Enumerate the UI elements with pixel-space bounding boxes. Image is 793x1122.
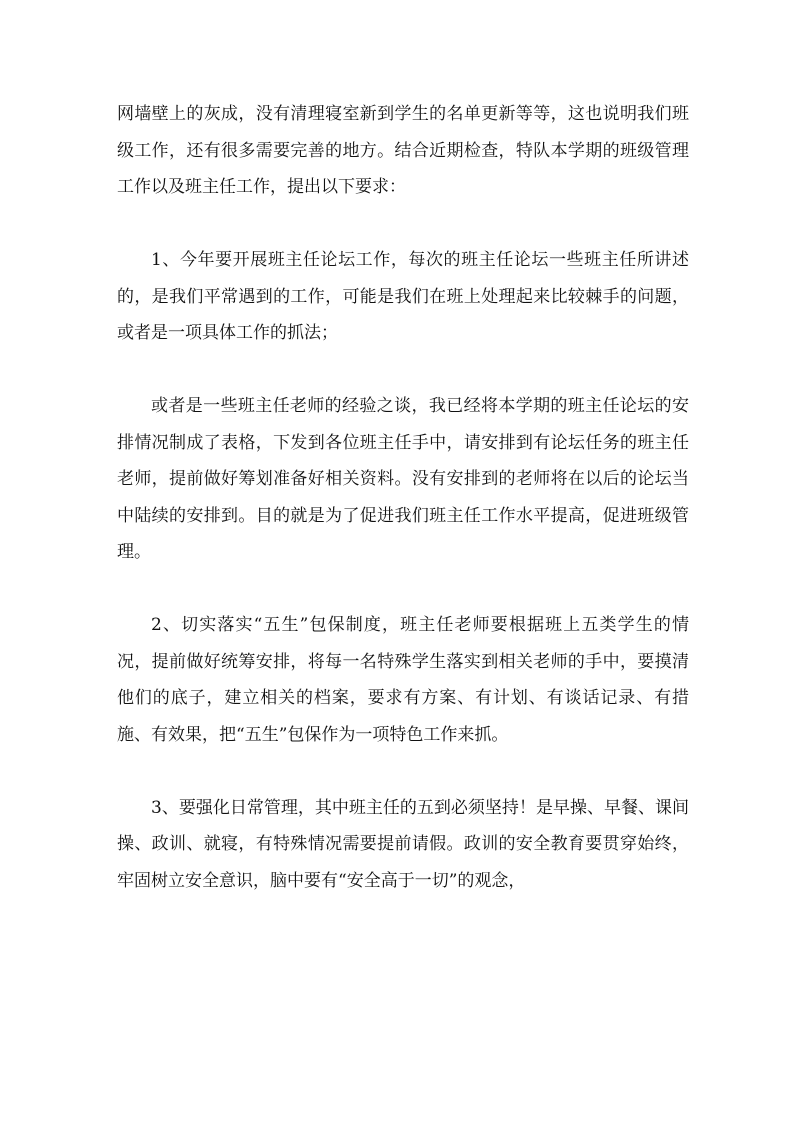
paragraph-item-3: 3、要强化日常管理，其中班主任的五到必须坚持！是早操、早餐、课间操、政训、就寝，有特殊情况需要提前请假。政训的安全教育要贯穿始终，牢固树立安全意识，脑中要有“安全高于一切”的观念， [117,797,689,891]
paragraph-item-2: 2、切实落实“五生”包保制度，班主任老师要根据班上五类学生的情况，提前做好统筹安排，将每一名特殊学生落实到相关老师的手中，要摸清他们的底子，建立相关的档案，要求有方案、有计划、有谈话记录、有措施、有效果，把“五生”包保作为一项特色工作来抓。 [117,615,689,745]
paragraph-item-1-continued: 或者是一些班主任老师的经验之谈，我已经将本学期的班主任论坛的安排情况制成了表格，下发到各位班主任手中，请安排到有论坛任务的班主任老师，提前做好筹划准备好相关资料。没有安排到的老师将在以后的论坛当中陆续的安排到。目的就是为了促进我们班主任工作水平提高，促进班级管理。 [117,396,689,562]
document-body [117,96,689,899]
paragraph-intro: 网墙壁上的灰成，没有清理寝室新到学生的名单更新等等，这也说明我们班级工作，还有很多需要完善的地方。结合近期检查，特队本学期的班级管理工作以及班主任工作，提出以下要求： [117,104,689,197]
paragraph-gap [117,206,689,243]
paragraph-item-1: 1、今年要开展班主任论坛工作，每次的班主任论坛一些班主任所讲述的，是我们平常遇到的工作，可能是我们在班上处理起来比较棘手的问题，或者是一项具体工作的抓法； [117,250,689,343]
paragraph-gap [117,571,689,608]
paragraph-gap [117,753,689,790]
paragraph-gap [117,352,689,389]
